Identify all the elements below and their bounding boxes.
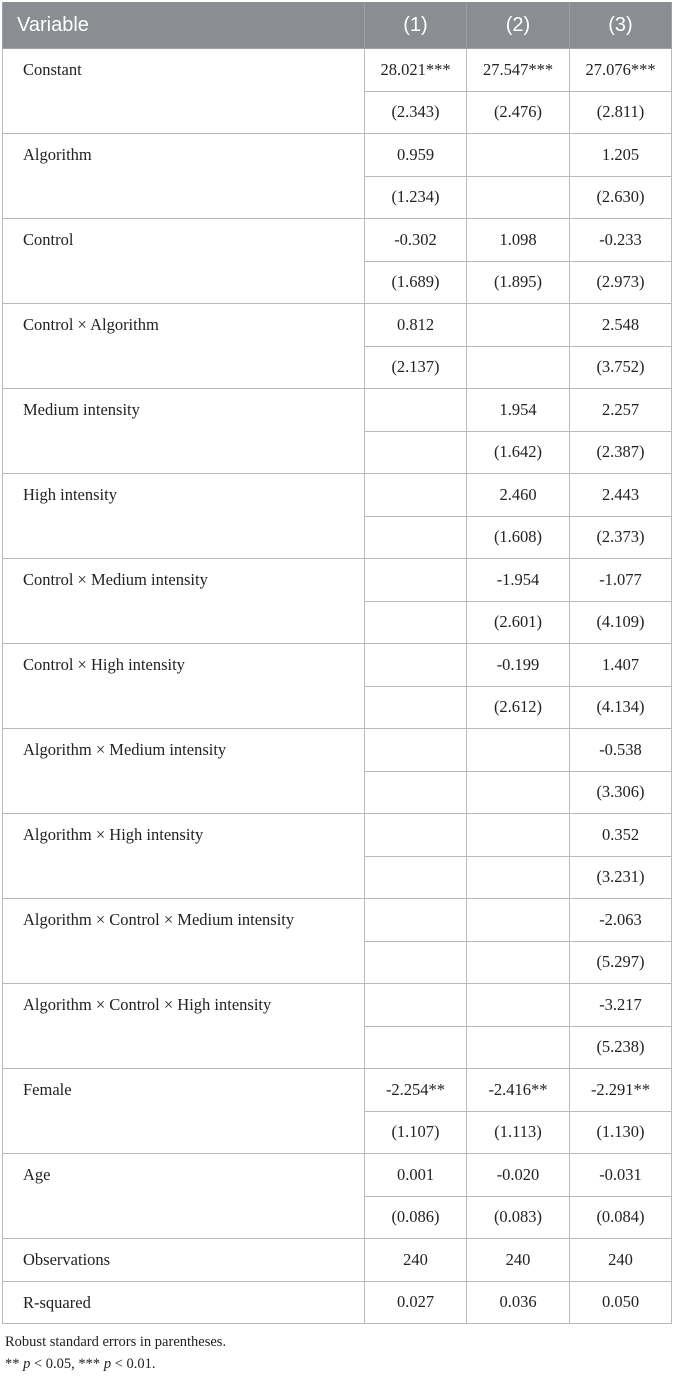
variable-name: Algorithm: [3, 134, 365, 219]
table-row-coef: [3, 304, 672, 347]
se-cell-model-1: [365, 686, 467, 729]
se-cell-model-3: (4.134): [570, 686, 672, 729]
table-row-coef: [3, 474, 672, 517]
se-cell-model-3: (2.373): [570, 516, 672, 559]
se-cell-model-2: [467, 771, 570, 814]
coef-cell-model-3: 1.205: [570, 134, 672, 177]
variable-name: Constant: [3, 49, 365, 134]
coef-cell-model-3: 2.443: [570, 474, 672, 517]
se-cell-model-3: (5.238): [570, 1026, 672, 1069]
se-cell-model-3: (1.130): [570, 1111, 672, 1154]
se-cell-model-3: (3.231): [570, 856, 672, 899]
coef-cell-model-1: 0.812: [365, 304, 467, 347]
coef-cell-model-1: 28.021***: [365, 49, 467, 92]
variable-name: Control × High intensity: [3, 644, 365, 729]
se-cell-model-2: [467, 856, 570, 899]
coef-cell-model-3: -0.538: [570, 729, 672, 772]
coef-cell-model-3: -1.077: [570, 559, 672, 602]
summary-cell-model-1: 0.027: [365, 1281, 467, 1324]
se-cell-model-3: (2.973): [570, 261, 672, 304]
table-row-coef: [3, 559, 672, 602]
variable-name: Medium intensity: [3, 389, 365, 474]
summary-cell-model-2: 0.036: [467, 1281, 570, 1324]
table-row-coef: [3, 49, 672, 92]
table-row-coef: [3, 1069, 672, 1112]
se-cell-model-1: [365, 856, 467, 899]
se-cell-model-2: (2.601): [467, 601, 570, 644]
coef-cell-model-3: 2.257: [570, 389, 672, 432]
se-cell-model-1: [365, 516, 467, 559]
se-cell-model-1: (0.086): [365, 1196, 467, 1239]
table-notes: [2, 1331, 672, 1375]
variable-name: Control × Algorithm: [3, 304, 365, 389]
note-p-symbol-2: p: [103, 1356, 112, 1372]
se-cell-model-1: (2.137): [365, 346, 467, 389]
summary-cell-model-3: 240: [570, 1239, 672, 1282]
se-cell-model-2: (2.476): [467, 91, 570, 134]
coef-cell-model-1: [365, 984, 467, 1027]
coef-cell-model-2: -0.020: [467, 1154, 570, 1197]
coef-cell-model-1: [365, 899, 467, 942]
coef-cell-model-2: [467, 304, 570, 347]
table-row-summary: [3, 1239, 672, 1282]
header-model-3: (3): [570, 2, 672, 49]
se-cell-model-3: (3.306): [570, 771, 672, 814]
table-header: [3, 2, 672, 49]
summary-cell-model-1: 240: [365, 1239, 467, 1282]
summary-cell-model-3: 0.050: [570, 1281, 672, 1324]
summary-cell-model-2: 240: [467, 1239, 570, 1282]
coef-cell-model-1: 0.959: [365, 134, 467, 177]
table-row-coef: [3, 134, 672, 177]
se-cell-model-1: (2.343): [365, 91, 467, 134]
variable-name: Control × Medium intensity: [3, 559, 365, 644]
se-cell-model-1: (1.689): [365, 261, 467, 304]
coef-cell-model-1: [365, 814, 467, 857]
se-cell-model-2: [467, 176, 570, 219]
coef-cell-model-3: 2.548: [570, 304, 672, 347]
coef-cell-model-2: 2.460: [467, 474, 570, 517]
coef-cell-model-2: -1.954: [467, 559, 570, 602]
note-p-symbol-1: p: [23, 1356, 31, 1372]
header-row: [3, 2, 672, 49]
coef-cell-model-1: [365, 644, 467, 687]
se-cell-model-1: (1.107): [365, 1111, 467, 1154]
table-row-coef: [3, 389, 672, 432]
summary-label: R-squared: [3, 1281, 365, 1324]
coef-cell-model-2: -2.416**: [467, 1069, 570, 1112]
coef-cell-model-2: [467, 814, 570, 857]
note-stars-2: **: [5, 1356, 20, 1372]
note-robust-se: Robust standard errors in parentheses.: [5, 1334, 227, 1350]
se-cell-model-1: [365, 771, 467, 814]
table-row-coef: [3, 729, 672, 772]
table-row-coef: [3, 1154, 672, 1197]
table-row-coef: [3, 984, 672, 1027]
variable-name: Age: [3, 1154, 365, 1239]
se-cell-model-2: (1.608): [467, 516, 570, 559]
coef-cell-model-1: [365, 559, 467, 602]
table-row-coef: [3, 899, 672, 942]
se-cell-model-3: (3.752): [570, 346, 672, 389]
coef-cell-model-2: [467, 729, 570, 772]
coef-cell-model-2: -0.199: [467, 644, 570, 687]
header-model-2: (2): [467, 2, 570, 49]
se-cell-model-1: [365, 601, 467, 644]
se-cell-model-3: (5.297): [570, 941, 672, 984]
se-cell-model-2: [467, 941, 570, 984]
table-row-coef: [3, 644, 672, 687]
header-model-1: (1): [365, 2, 467, 49]
coef-cell-model-2: [467, 134, 570, 177]
se-cell-model-1: [365, 431, 467, 474]
table-row-coef: [3, 219, 672, 262]
note-threshold-001: < 0.01.: [111, 1356, 156, 1372]
header-variable: Variable: [3, 2, 365, 49]
coef-cell-model-1: -2.254**: [365, 1069, 467, 1112]
se-cell-model-2: (2.612): [467, 686, 570, 729]
se-cell-model-3: (0.084): [570, 1196, 672, 1239]
coef-cell-model-3: 1.407: [570, 644, 672, 687]
variable-name: Algorithm × High intensity: [3, 814, 365, 899]
coef-cell-model-3: -3.217: [570, 984, 672, 1027]
coef-cell-model-1: [365, 389, 467, 432]
note-threshold-005: < 0.05, ***: [30, 1356, 101, 1372]
se-cell-model-3: (4.109): [570, 601, 672, 644]
variable-name: Algorithm × Control × High intensity: [3, 984, 365, 1069]
table-body: [3, 49, 672, 1324]
coef-cell-model-3: -2.291**: [570, 1069, 672, 1112]
coef-cell-model-1: 0.001: [365, 1154, 467, 1197]
coef-cell-model-3: -2.063: [570, 899, 672, 942]
variable-name: High intensity: [3, 474, 365, 559]
coef-cell-model-2: 27.547***: [467, 49, 570, 92]
variable-name: Algorithm × Medium intensity: [3, 729, 365, 814]
se-cell-model-1: (1.234): [365, 176, 467, 219]
variable-name: Algorithm × Control × Medium intensity: [3, 899, 365, 984]
coef-cell-model-3: -0.233: [570, 219, 672, 262]
coef-cell-model-3: 0.352: [570, 814, 672, 857]
se-cell-model-2: [467, 346, 570, 389]
coef-cell-model-3: -0.031: [570, 1154, 672, 1197]
coef-cell-model-1: [365, 729, 467, 772]
se-cell-model-2: (1.895): [467, 261, 570, 304]
coef-cell-model-2: [467, 984, 570, 1027]
se-cell-model-3: (2.387): [570, 431, 672, 474]
se-cell-model-2: (0.083): [467, 1196, 570, 1239]
coef-cell-model-2: 1.954: [467, 389, 570, 432]
se-cell-model-2: (1.642): [467, 431, 570, 474]
variable-name: Control: [3, 219, 365, 304]
coef-cell-model-1: [365, 474, 467, 517]
coef-cell-model-2: [467, 899, 570, 942]
coef-cell-model-3: 27.076***: [570, 49, 672, 92]
se-cell-model-2: [467, 1026, 570, 1069]
coef-cell-model-1: -0.302: [365, 219, 467, 262]
coef-cell-model-2: 1.098: [467, 219, 570, 262]
table-row-summary: [3, 1281, 672, 1324]
table-row-coef: [3, 814, 672, 857]
se-cell-model-2: (1.113): [467, 1111, 570, 1154]
se-cell-model-1: [365, 941, 467, 984]
variable-name: Female: [3, 1069, 365, 1154]
se-cell-model-3: (2.630): [570, 176, 672, 219]
note-significance: [5, 1353, 672, 1375]
se-cell-model-3: (2.811): [570, 91, 672, 134]
regression-table: [2, 2, 672, 1324]
summary-label: Observations: [3, 1239, 365, 1282]
regression-table-container: [2, 0, 672, 1375]
se-cell-model-1: [365, 1026, 467, 1069]
